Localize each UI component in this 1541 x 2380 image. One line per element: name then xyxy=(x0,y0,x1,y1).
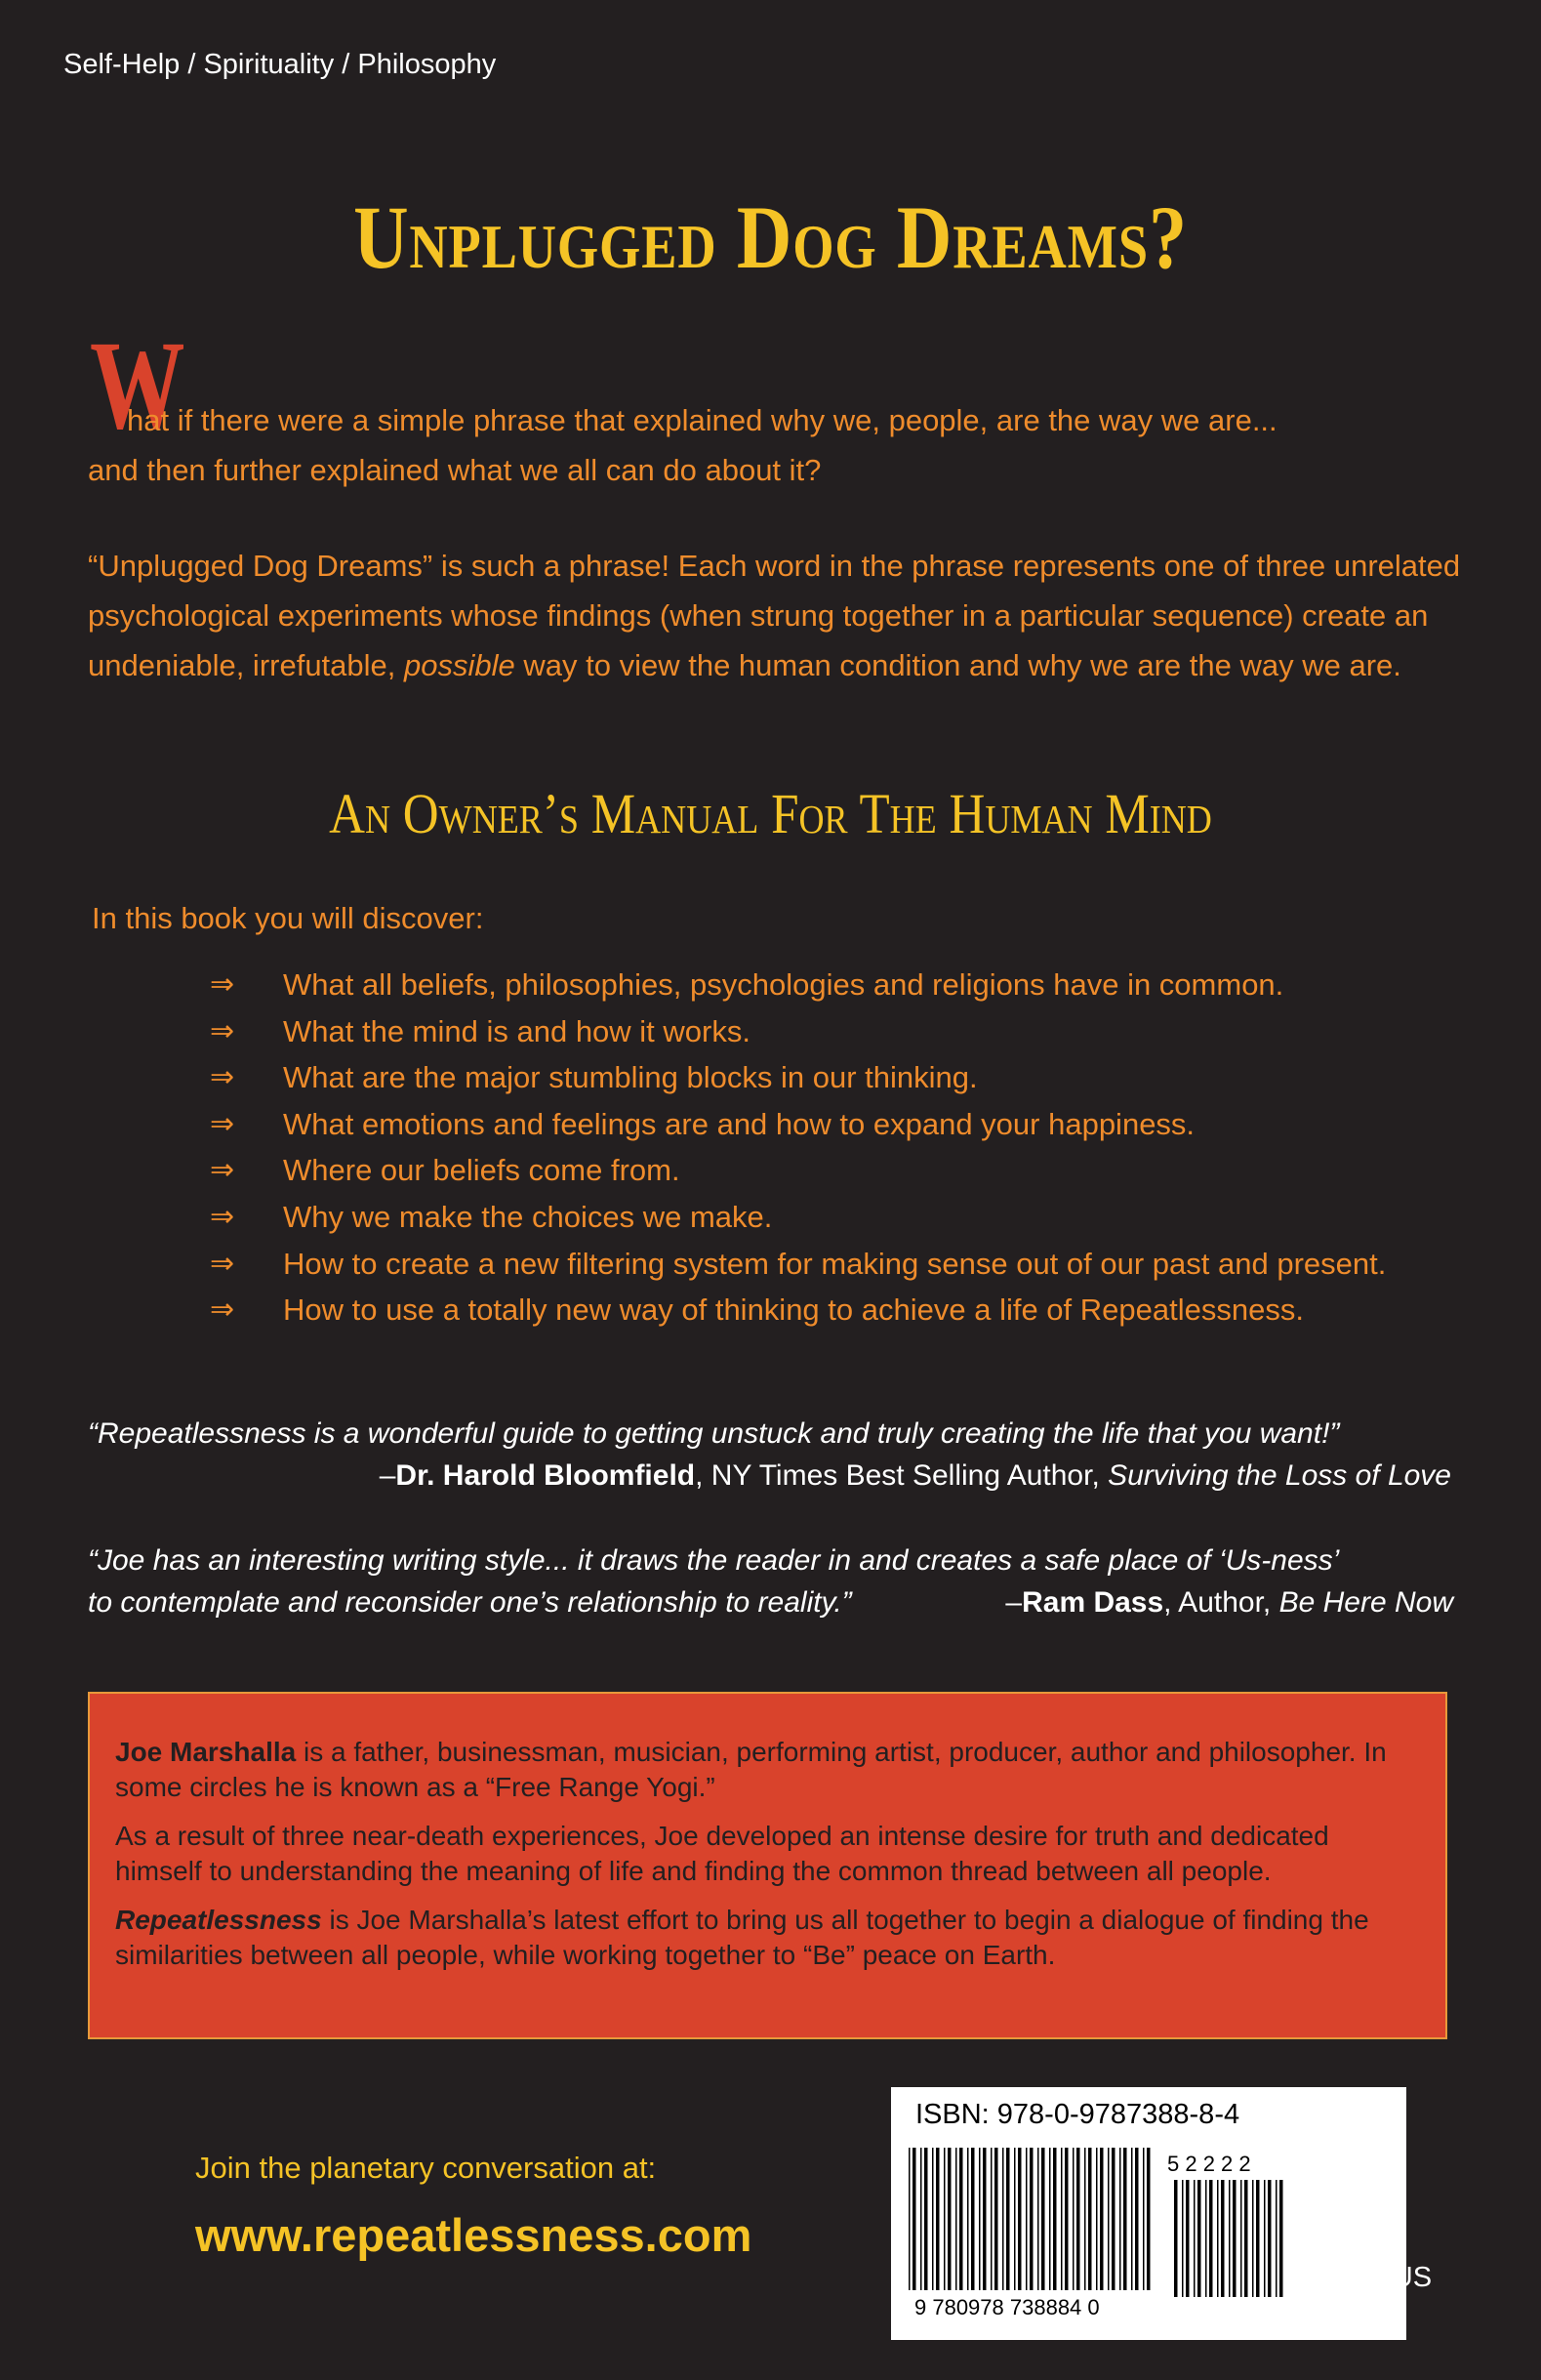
price-label: $22.22 US xyxy=(1298,2262,1433,2293)
book-title: Unplugged Dog Dreams? xyxy=(353,187,1188,287)
barcode-bar xyxy=(1030,2148,1034,2290)
barcode-addon-bars xyxy=(1174,2180,1283,2297)
barcode-bar xyxy=(1037,2148,1039,2290)
list-item-text: Why we make the choices we make. xyxy=(283,1199,773,1234)
barcode-addon-digits: 5 2 2 2 2 xyxy=(1167,2152,1251,2176)
barcode-bar xyxy=(1119,2148,1121,2290)
quote-line-2: to contemplate and reconsider one’s relationship to reality.” xyxy=(88,1586,852,1619)
endorser-book: Be Here Now xyxy=(1278,1586,1453,1619)
barcode-bar xyxy=(1053,2148,1057,2290)
list-item-text: How to use a totally new way of thinking to achieve a life of Repeatlessness. xyxy=(283,1293,1304,1328)
category-label: Self-Help / Spirituality / Philosophy xyxy=(63,49,497,80)
barcode-bar xyxy=(979,2148,981,2290)
barcode-bar xyxy=(1217,2180,1219,2297)
barcode-bar xyxy=(944,2148,946,2290)
barcode-bar xyxy=(1135,2148,1139,2290)
barcode-bar xyxy=(1279,2180,1283,2297)
double-arrow-icon: ⇒ xyxy=(210,1014,235,1047)
phrase-italic: possible xyxy=(404,648,515,682)
barcode-bar xyxy=(1229,2180,1231,2297)
barcode-bar xyxy=(955,2148,957,2290)
attribution-dash: – xyxy=(1005,1586,1023,1619)
barcode-bar xyxy=(1006,2148,1010,2290)
barcode-bar xyxy=(1026,2148,1028,2290)
double-arrow-icon: ⇒ xyxy=(210,1247,235,1280)
barcode-bar xyxy=(1147,2148,1151,2290)
bio-paragraph-2: As a result of three near-death experiences, Joe developed an intense desire for truth and dedicated himself to understanding the meaning of life and finding the common thread between all people. xyxy=(115,1821,1329,1886)
barcode-bar xyxy=(1209,2180,1213,2297)
list-item-text: What the mind is and how it works. xyxy=(283,1013,750,1048)
barcode-bar xyxy=(1194,2180,1196,2297)
endorser-name: Ram Dass xyxy=(1022,1586,1164,1619)
list-item-text: What are the major stumbling blocks in our thinking. xyxy=(283,1060,978,1095)
author-bio-box xyxy=(88,1692,1447,2039)
barcode-bar xyxy=(1174,2180,1178,2297)
barcode-bar xyxy=(1065,2148,1069,2290)
book-name: Repeatlessness xyxy=(115,1905,322,1935)
join-label: Join the planetary conversation at: xyxy=(195,2151,657,2185)
attribution-dash: – xyxy=(379,1459,396,1492)
list-item-text: Where our beliefs come from. xyxy=(283,1153,680,1188)
endorsement-attribution-1 xyxy=(380,1455,1451,1497)
barcode-bar xyxy=(1088,2148,1092,2290)
barcode-bar xyxy=(1240,2180,1242,2297)
bio-paragraph-1 xyxy=(115,1735,1420,1805)
barcode-bar xyxy=(1197,2180,1201,2297)
barcode-bar xyxy=(991,2148,993,2290)
barcode-bar xyxy=(1252,2180,1254,2297)
drop-cap: W xyxy=(90,315,185,456)
phrase-text-1: “Unplugged Dog Dreams” is such a phrase! Each word in the phrase represents one of three unrelated psychological experiments whose findings (when strung together in a particular sequence) create an undeniable, irrefutable, xyxy=(88,549,1461,682)
endorsement-attribution-2 xyxy=(1005,1581,1453,1623)
barcode-main-bars xyxy=(909,2148,1151,2290)
list-item-text: How to create a new filtering system for making sense out of our past and present. xyxy=(283,1246,1387,1281)
book-subtitle: An Owner’s Manual For The Human Mind xyxy=(329,782,1212,845)
list-item-text: What emotions and feelings are and how to expand your happiness. xyxy=(283,1106,1196,1141)
barcode-bar xyxy=(959,2148,963,2290)
bio-paragraph-3 xyxy=(115,1903,1420,1973)
phrase-paragraph xyxy=(88,541,1474,690)
barcode-bar xyxy=(912,2148,916,2290)
barcode-bar xyxy=(1186,2180,1190,2297)
barcode-bar xyxy=(1182,2180,1184,2297)
barcode-bar xyxy=(1018,2148,1022,2290)
double-arrow-icon: ⇒ xyxy=(210,1154,235,1187)
endorser-name: Dr. Harold Bloomfield xyxy=(395,1459,696,1492)
barcode-bar xyxy=(1108,2148,1110,2290)
barcode-bar xyxy=(1096,2148,1098,2290)
barcode-bar xyxy=(1131,2148,1133,2290)
barcode-bar xyxy=(1073,2148,1075,2290)
barcode-main-digits: 9 780978 738884 0 xyxy=(914,2295,1100,2319)
barcode-bar xyxy=(971,2148,975,2290)
barcode-bar xyxy=(967,2148,969,2290)
double-arrow-icon: ⇒ xyxy=(210,1293,235,1327)
quote-line-1: “Joe has an interesting writing style... it draws the reader in and creates a safe place of ‘Us-ness’ xyxy=(88,1544,1340,1577)
barcode-bar xyxy=(1084,2148,1086,2290)
endorsement-quote-1: “Repeatlessness is a wonderful guide to getting unstuck and truly creating the life that you want!” xyxy=(88,1417,1340,1450)
barcode-bar xyxy=(909,2148,911,2290)
barcode-bar xyxy=(1014,2148,1016,2290)
discover-intro: In this book you will discover: xyxy=(92,901,484,935)
barcode-bar xyxy=(983,2148,987,2290)
barcode-icon xyxy=(891,2087,1406,2340)
barcode-bar xyxy=(932,2148,934,2290)
bio-text-1: is a father, businessman, musician, performing artist, producer, author and philosopher. In some circles he is known as a “Free Range Yogi.” xyxy=(115,1737,1387,1802)
barcode-bar xyxy=(924,2148,928,2290)
barcode-bar xyxy=(1256,2180,1260,2297)
list-item-text: What all beliefs, philosophies, psychologies and religions have in common. xyxy=(283,967,1284,1002)
endorser-book: Surviving the Loss of Love xyxy=(1108,1459,1451,1492)
barcode-bar xyxy=(1061,2148,1063,2290)
phrase-text-2: way to view the human condition and why we are the way we are. xyxy=(523,648,1401,682)
barcode-bar xyxy=(994,2148,998,2290)
intro-line-1: hat if there were a simple phrase that explained why we, people, are the way we are... xyxy=(127,403,1277,437)
barcode-bar xyxy=(936,2148,940,2290)
intro-line-2: and then further explained what we all can do about it? xyxy=(88,453,822,487)
barcode-bar xyxy=(1112,2148,1115,2290)
barcode-bar xyxy=(1221,2180,1225,2297)
barcode-bar xyxy=(948,2148,952,2290)
barcode-bar xyxy=(1002,2148,1004,2290)
endorser-role: , NY Times Best Selling Author, xyxy=(695,1459,1109,1492)
barcode-bar xyxy=(1143,2148,1145,2290)
barcode-bar xyxy=(1041,2148,1045,2290)
barcode-bar xyxy=(1264,2180,1266,2297)
barcode-bar xyxy=(1244,2180,1248,2297)
double-arrow-icon: ⇒ xyxy=(210,1061,235,1094)
isbn-label: ISBN: 978-0-9787388-8-4 xyxy=(915,2099,1240,2130)
double-arrow-icon: ⇒ xyxy=(210,968,235,1001)
barcode-bar xyxy=(1268,2180,1272,2297)
barcode-bar xyxy=(1049,2148,1051,2290)
double-arrow-icon: ⇒ xyxy=(210,1107,235,1140)
endorser-role: , Author, xyxy=(1163,1586,1279,1619)
barcode-bar xyxy=(1076,2148,1080,2290)
website-link[interactable]: www.repeatlessness.com xyxy=(195,2209,752,2261)
barcode-bar xyxy=(920,2148,922,2290)
barcode-bar xyxy=(1123,2148,1127,2290)
bio-text-3: is Joe Marshalla’s latest effort to bring us all together to begin a dialogue of finding the similarities between all people, while working together to “Be” peace on Earth. xyxy=(115,1905,1369,1970)
author-name: Joe Marshalla xyxy=(115,1737,297,1767)
barcode-bar xyxy=(1276,2180,1277,2297)
barcode-bar xyxy=(1100,2148,1104,2290)
double-arrow-icon: ⇒ xyxy=(210,1200,235,1233)
barcode-bar xyxy=(1233,2180,1237,2297)
barcode-bar xyxy=(1205,2180,1207,2297)
